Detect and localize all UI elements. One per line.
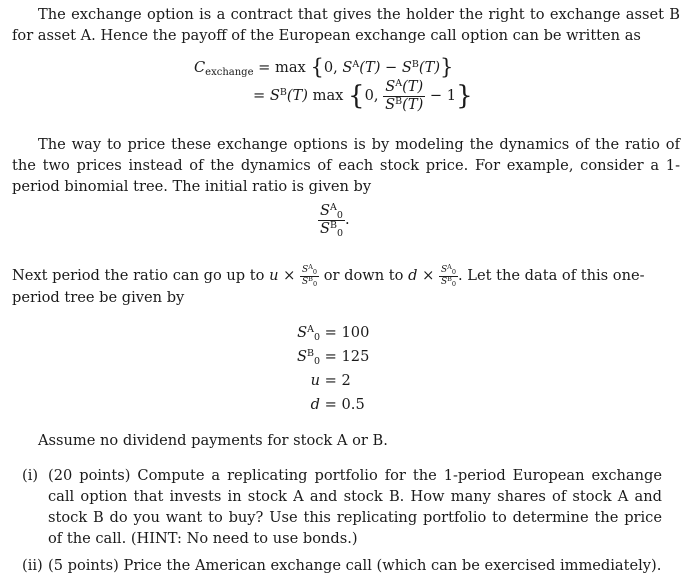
initial-ratio: $\frac{S^A_0}{S^B_0}$ . [320,202,350,239]
data-u: u = 2 [310,372,351,389]
data-sb0: $S^B_0 = 125$ [296,348,370,367]
assumption-line: Assume no dividend payments for stock A or B. [38,432,388,449]
modeling-paragraph: The way to price these exchange options is by modeling the dynamics of the ratio of the two prices instead of the dynamics of each stock price. For example, consider a 1-period binomial tree. The initial ratio is given by [12,136,680,195]
data-sa0: $S^A_0 = 100$ [297,324,370,343]
question-i: (i) (20 points) Compute a replicating portfolio for the 1-period European exchange call option that invests in stock A and stock B. How many shares of stock A and stock B do you want to buy? Use this replicating portfolio to determine the price of the call. (HINT: No need to use bonds.) [22,467,662,547]
payoff-formula-line-2: = $S^B(T)$ max {0, $\frac{S^A(T)}{S^B(T)}$ − 1} [253,78,473,113]
question-ii: (ii) (5 points) Price the American exchange call (which can be exercised immediately). [22,557,662,574]
data-d: d = 0.5 [310,396,365,413]
tree-paragraph: Next period the ratio can go up to u × $\frac{S^A_0}{S^B_0}$ or down to d × $\frac{S^A_0}{S^B_0}$ . Let the data of this one-period tree be given by [12,262,645,306]
intro-paragraph: The exchange option is a contract that gives the holder the right to exchange asset B for asset A. Hence the payoff of the European exchange call option can be written as [12,6,680,44]
payoff-formula-line-1: $C_{exchange} = \max \{0$, $S^A(T) - S^B(T)$} [194,55,454,79]
ratio-fraction: $\frac{S^A(T)}{S^B(T)}$ [385,78,424,113]
